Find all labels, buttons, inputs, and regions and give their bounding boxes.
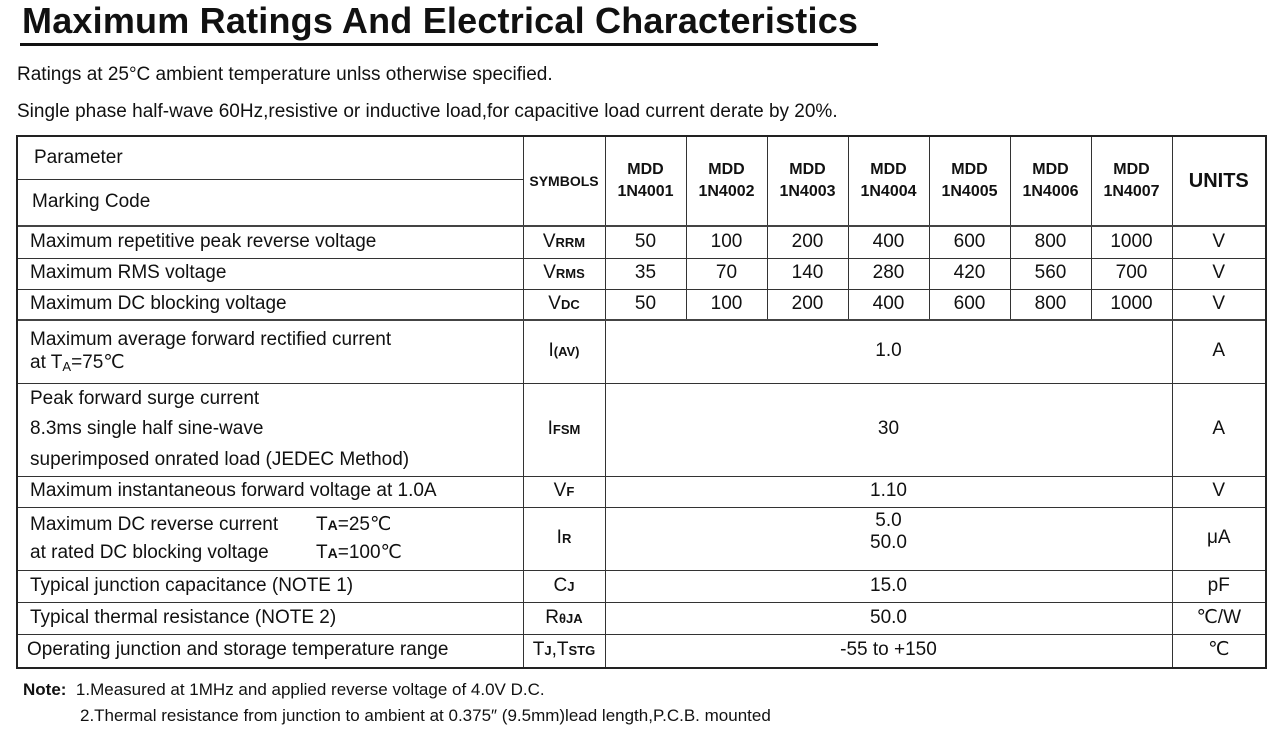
value-cell: 50: [605, 226, 686, 258]
symbol-iav: I(AV): [523, 320, 605, 383]
value-cell: 35: [605, 258, 686, 289]
value-cell: 1000: [1091, 289, 1172, 320]
value-cell: 800: [1010, 289, 1091, 320]
param-vrrm: Maximum repetitive peak reverse voltage: [17, 226, 523, 258]
header-model-7: MDD 1N4007: [1091, 136, 1172, 226]
symbol-vrrm: VRRM: [523, 226, 605, 258]
header-model-1: MDD 1N4001: [605, 136, 686, 226]
value-cell: 600: [929, 226, 1010, 258]
page-title: Maximum Ratings And Electrical Characteristics: [22, 0, 859, 41]
value-cell: 700: [1091, 258, 1172, 289]
unit-vf: V: [1172, 476, 1266, 507]
param-tj: Operating junction and storage temperature range: [17, 634, 523, 668]
unit-vdc: V: [1172, 289, 1266, 320]
symbol-vrms: VRMS: [523, 258, 605, 289]
param-iav: Maximum average forward rectified current at $T_A=75℃$: [17, 320, 523, 383]
symbol-tj: TJ,TSTG: [523, 634, 605, 668]
symbol-vdc: VDC: [523, 289, 605, 320]
value-ifsm: 30: [605, 383, 1172, 476]
value-cell: 400: [848, 289, 929, 320]
unit-tj: ℃: [1172, 634, 1266, 668]
value-cell: 100: [686, 226, 767, 258]
value-cell: 800: [1010, 226, 1091, 258]
header-model-3: MDD 1N4003: [767, 136, 848, 226]
intro-ratings-line: Ratings at 25°C ambient temperature unlss otherwise specified.: [17, 64, 553, 85]
value-cell: 600: [929, 289, 1010, 320]
param-ir: Maximum DC reverse current TA=25℃ at rated DC blocking voltage TA=100℃: [17, 507, 523, 570]
param-vrms: Maximum RMS voltage: [17, 258, 523, 289]
value-cj: 15.0: [605, 570, 1172, 602]
value-cell: 560: [1010, 258, 1091, 289]
value-rth: 50.0: [605, 602, 1172, 634]
value-vf: 1.10: [605, 476, 1172, 507]
param-vdc: Maximum DC blocking voltage: [17, 289, 523, 320]
value-cell: 100: [686, 289, 767, 320]
header-model-4: MDD 1N4004: [848, 136, 929, 226]
header-units: UNITS: [1172, 136, 1266, 226]
unit-ir: μA: [1172, 507, 1266, 570]
value-tj: -55 to +150: [605, 634, 1172, 668]
value-cell: 420: [929, 258, 1010, 289]
value-cell: 70: [686, 258, 767, 289]
unit-vrms: V: [1172, 258, 1266, 289]
value-cell: 140: [767, 258, 848, 289]
unit-cj: pF: [1172, 570, 1266, 602]
ratings-table: [16, 135, 1267, 669]
note-label: Note:: [23, 680, 67, 699]
unit-vrrm: V: [1172, 226, 1266, 258]
symbol-cj: CJ: [523, 570, 605, 602]
title-underline: [20, 43, 878, 46]
value-cell: 200: [767, 289, 848, 320]
header-parameter: Parameter: [17, 136, 523, 180]
value-iav: 1.0: [605, 320, 1172, 383]
header-model-5: MDD 1N4005: [929, 136, 1010, 226]
value-cell: 50: [605, 289, 686, 320]
value-ir: 5.0 50.0: [605, 507, 1172, 570]
symbol-ifsm: IFSM: [523, 383, 605, 476]
header-model-2: MDD 1N4002: [686, 136, 767, 226]
param-ifsm: Peak forward surge current 8.3ms single half sine-wave superimposed onrated load (JEDEC Method): [17, 383, 523, 476]
note-1: Note: 1.Measured at 1MHz and applied reverse voltage of 4.0V D.C.: [23, 680, 545, 699]
value-cell: 200: [767, 226, 848, 258]
intro-load-line: Single phase half-wave 60Hz,resistive or inductive load,for capacitive load current derate by 20%.: [17, 101, 838, 122]
value-cell: 280: [848, 258, 929, 289]
header-symbols: SYMBOLS: [523, 136, 605, 226]
value-cell: 400: [848, 226, 929, 258]
value-cell: 1000: [1091, 226, 1172, 258]
unit-rth: ℃/W: [1172, 602, 1266, 634]
symbol-vf: VF: [523, 476, 605, 507]
param-vf: Maximum instantaneous forward voltage at 1.0A: [17, 476, 523, 507]
note-2: 2.Thermal resistance from junction to ambient at 0.375″ (9.5mm)lead length,P.C.B. mounted: [80, 706, 771, 725]
unit-iav: A: [1172, 320, 1266, 383]
param-rth: Typical thermal resistance (NOTE 2): [17, 602, 523, 634]
header-marking-code: Marking Code: [17, 180, 523, 227]
unit-ifsm: A: [1172, 383, 1266, 476]
header-model-6: MDD 1N4006: [1010, 136, 1091, 226]
symbol-ir: IR: [523, 507, 605, 570]
symbol-rth: RθJA: [523, 602, 605, 634]
param-cj: Typical junction capacitance (NOTE 1): [17, 570, 523, 602]
